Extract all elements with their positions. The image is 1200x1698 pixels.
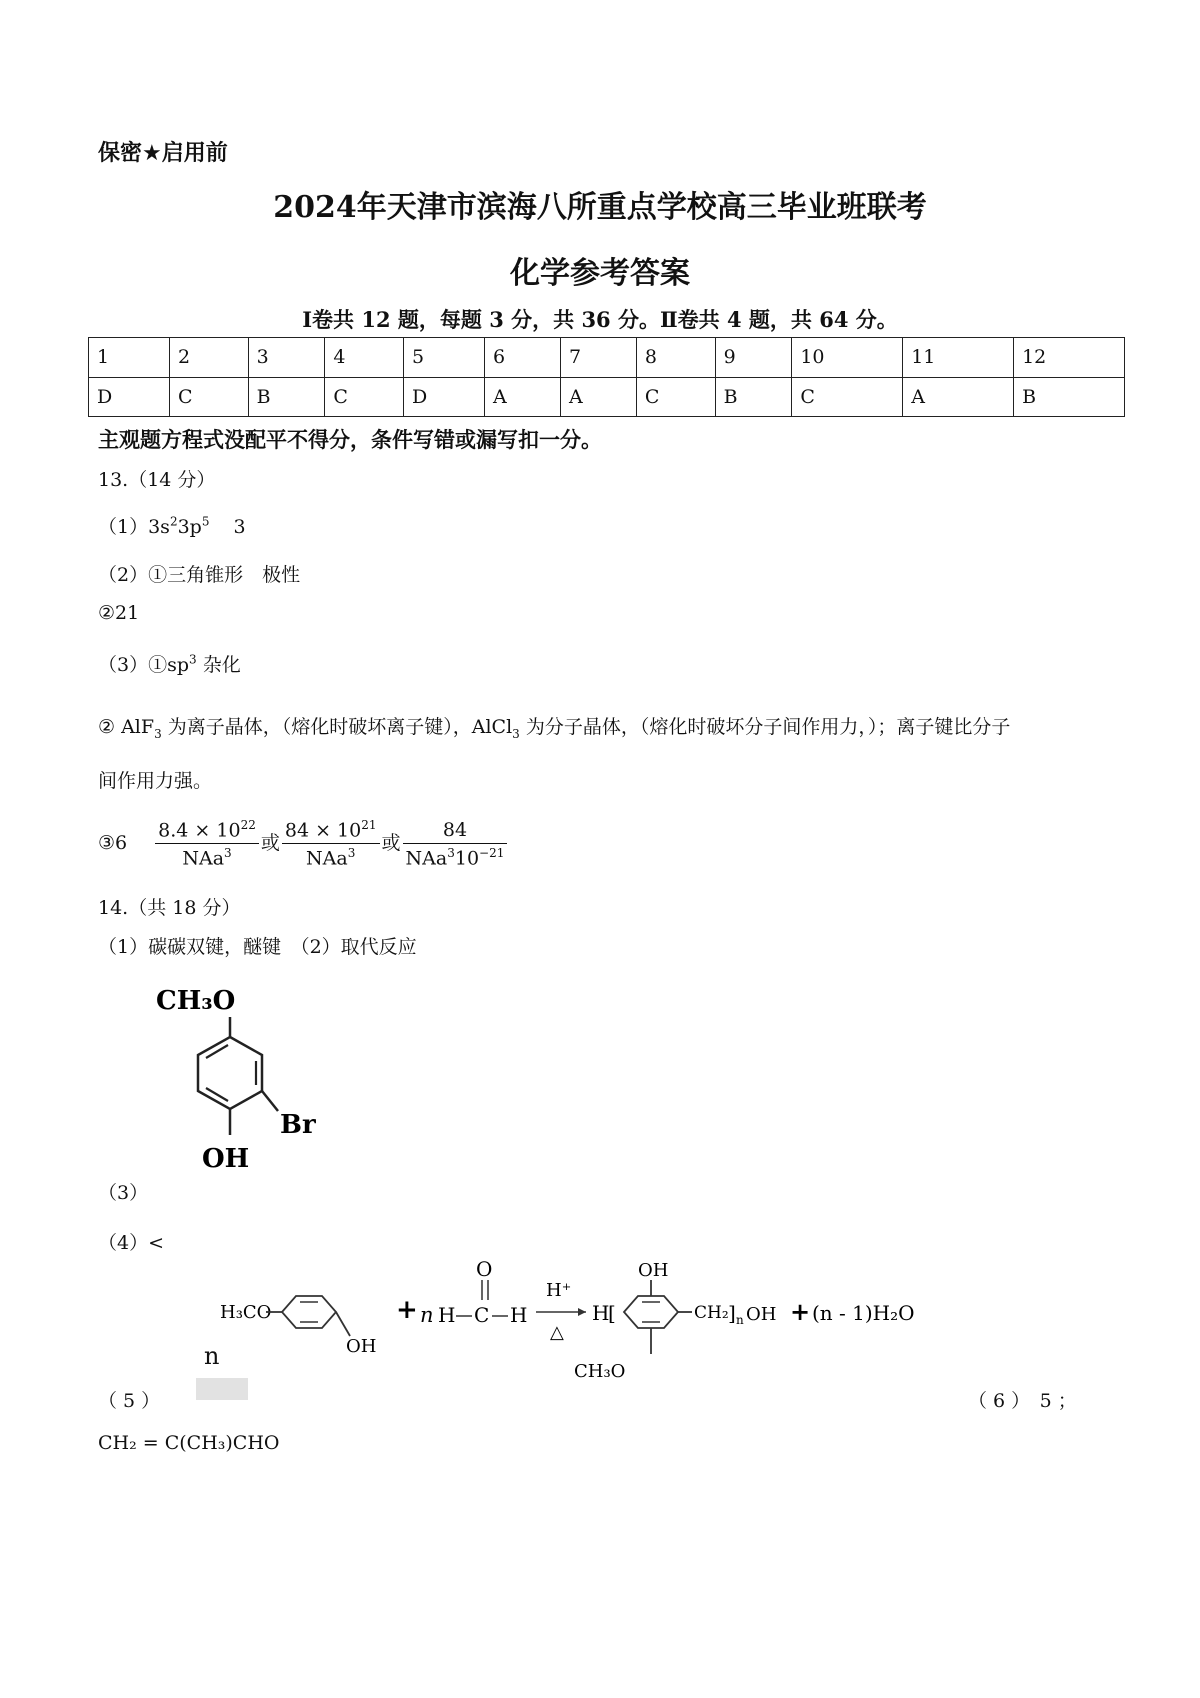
blurred-mark [196, 1378, 248, 1400]
fraction-1: $\frac{8.4 \times 10^{22}}{NAa^3}$ [155, 818, 259, 870]
svg-text:O: O [476, 1257, 493, 1281]
svg-text:OH: OH [346, 1336, 377, 1357]
svg-text:]: ] [728, 1301, 736, 1325]
question-number-cell: 7 [560, 338, 636, 378]
question-number-cell: 11 [903, 338, 1014, 378]
struct-br-label: Br [280, 1110, 316, 1140]
svg-text:n: n [736, 1313, 744, 1327]
q13-part2b: ②21 [98, 602, 140, 624]
answer-cell: C [792, 377, 903, 417]
q14-part6-formula: CH₂ = C(CH₃)CHO [98, 1432, 280, 1454]
page-title: 2024年天津市滨海八所重点学校高三毕业班联考 [273, 190, 927, 225]
answer-cell: A [560, 377, 636, 417]
svg-text:H₃CO: H₃CO [220, 1302, 272, 1323]
svg-text:OH: OH [638, 1260, 669, 1281]
svg-text:(n - 1)H₂O: (n - 1)H₂O [812, 1301, 915, 1325]
secret-label: 保密★启用前 [98, 141, 228, 166]
q13-part3c: ③6 $\frac{8.4 \times 10^{22}}{NAa^3}$ 或 $\frac{84 \times 10^{21}}{NAa^3}$ 或 $\frac{84}{NAa^310^{-21}}$ [98, 818, 509, 870]
q14-part6-label: （ 6 ） 5 ； [968, 1390, 1077, 1412]
svg-text:CH₃O: CH₃O [574, 1361, 626, 1382]
q13-part3b-line2: 间作用力强。 [98, 770, 213, 792]
answer-cell: C [325, 377, 404, 417]
svg-text:C: C [474, 1303, 490, 1327]
grading-note: 主观题方程式没配平不得分，条件写错或漏写扣一分。 [98, 428, 602, 452]
question-number-cell: 2 [169, 338, 248, 378]
answer-cell: C [169, 377, 248, 417]
q13-part3a: $(3)①sp^3$ 杂化 [98, 652, 241, 676]
q13-part1-answer: 3 [233, 516, 246, 538]
question-number-cell: 5 [404, 338, 485, 378]
question-number-cell: 9 [715, 338, 792, 378]
answer-cell: A [485, 377, 561, 417]
svg-text:CH₂: CH₂ [694, 1303, 729, 1323]
electron-config: $3s^23p^5$ [148, 514, 210, 538]
answer-cell: B [248, 377, 325, 417]
score-summary: Ⅰ卷共 12 题，每题 3 分，共 36 分。Ⅱ卷共 4 题，共 64 分。 [302, 307, 898, 332]
svg-text:H: H [438, 1303, 456, 1327]
q13-part1 [98, 512, 246, 539]
question-number-cell: 10 [792, 338, 903, 378]
polymerization-reaction [190, 1256, 950, 1406]
answer-table-answer-row [89, 377, 1125, 417]
svg-text:n: n [420, 1303, 434, 1327]
question-number-cell: 3 [248, 338, 325, 378]
q14-part5-label: （ 5 ） [98, 1390, 161, 1412]
answer-table-number-row [89, 338, 1125, 378]
answer-cell: C [636, 377, 715, 417]
q14-part1-2: （1）碳碳双键，醚键 （2）取代反应 [98, 936, 417, 958]
svg-text:H: H [592, 1301, 610, 1325]
struct-oh-label: OH [202, 1144, 250, 1174]
q14-part5-coefficient: n [204, 1342, 220, 1370]
q13-part1-label: （1） [98, 516, 149, 538]
answer-cell: A [903, 377, 1014, 417]
q14-part3-label: （3） [98, 1182, 149, 1204]
benzene-ring [198, 1037, 262, 1109]
svg-text:△: △ [550, 1322, 564, 1343]
answer-table [88, 337, 1125, 417]
page-subtitle: 化学参考答案 [510, 256, 690, 291]
svg-text:H⁺: H⁺ [546, 1280, 572, 1301]
q13-part3b-line1: ② AlF$_3$ 为离子晶体，（熔化时破坏离子键），AlCl$_3$ 为分子晶体，（熔化时破坏分子间作用力，）；离子键比分子 [98, 716, 1011, 741]
q14-part4: （4）< [98, 1232, 165, 1254]
svg-text:[: [ [608, 1301, 616, 1325]
question-number-cell: 1 [89, 338, 170, 378]
q13-heading: 13.（14 分） [98, 469, 216, 491]
svg-text:+: + [790, 1297, 811, 1326]
struct-ch3o-label: CH₃O [156, 986, 236, 1016]
answer-cell: B [715, 377, 792, 417]
answer-cell: D [404, 377, 485, 417]
question-number-cell: 12 [1014, 338, 1125, 378]
question-number-cell: 8 [636, 338, 715, 378]
answer-cell: D [89, 377, 170, 417]
question-number-cell: 4 [325, 338, 404, 378]
svg-text:+: + [396, 1295, 418, 1325]
svg-text:H: H [510, 1303, 528, 1327]
fraction-2: $\frac{84 \times 10^{21}}{NAa^3}$ [282, 818, 380, 870]
answer-cell: B [1014, 377, 1125, 417]
bromophenol-structure [150, 975, 350, 1195]
fraction-3: $\frac{84}{NAa^310^{-21}}$ [403, 819, 508, 869]
q14-heading: 14.（共 18 分） [98, 897, 241, 919]
svg-text:OH: OH [746, 1304, 777, 1325]
q13-part2a: （2）①三角锥形 极性 [98, 564, 301, 586]
question-number-cell: 6 [485, 338, 561, 378]
